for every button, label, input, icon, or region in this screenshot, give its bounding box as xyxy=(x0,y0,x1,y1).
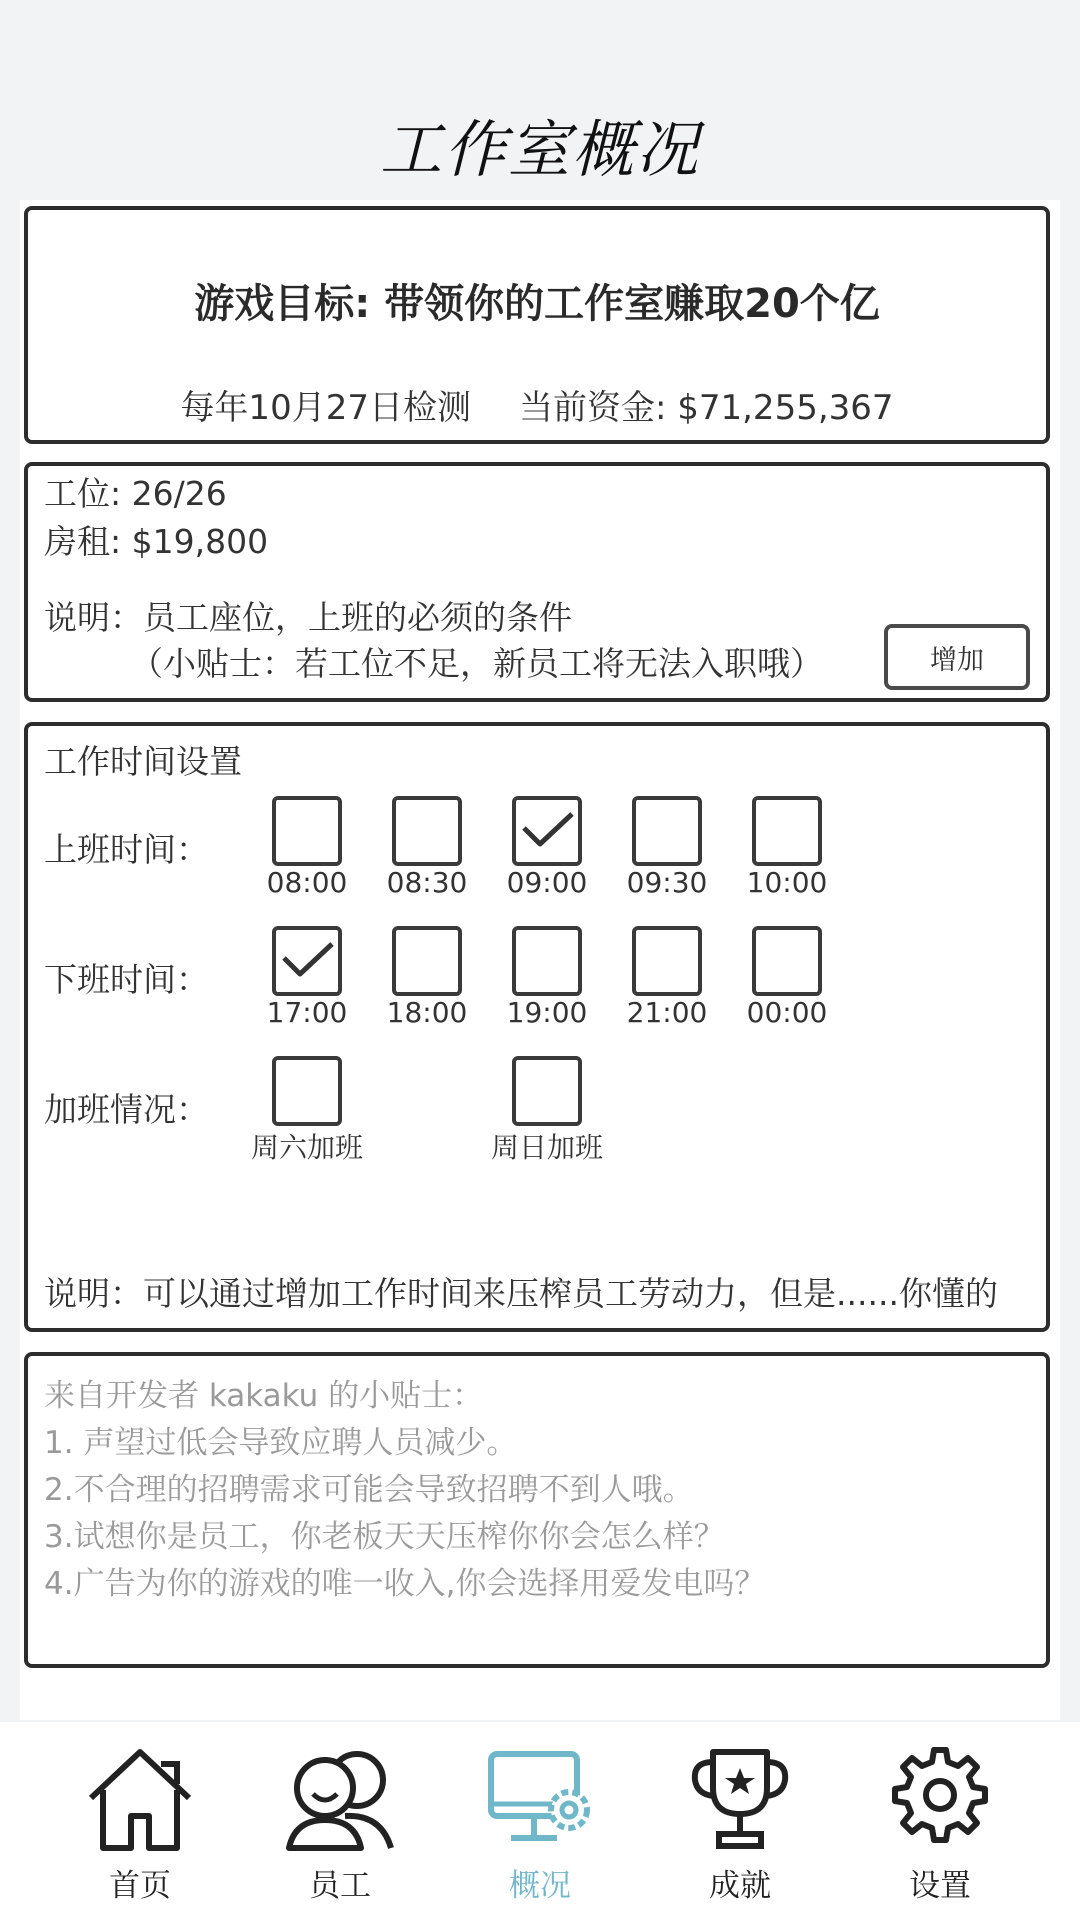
checkbox-label: 周日加班 xyxy=(490,1131,603,1164)
seat-count: 工位: 26/26 xyxy=(44,474,227,513)
worktime-description: 说明：可以通过增加工作时间来压榨员工劳动力，但是......你懂的 xyxy=(44,1274,998,1313)
main-content xyxy=(20,200,1060,1720)
end-time-label: 下班时间： xyxy=(44,960,209,999)
tip-line: 4.广告为你的游戏的唯一收入,你会选择用爱发电吗？ xyxy=(44,1566,766,1602)
checkbox-label: 10:00 xyxy=(746,866,828,899)
gear-icon xyxy=(885,1744,995,1854)
home-icon xyxy=(85,1744,195,1854)
checkbox-label: 09:30 xyxy=(626,866,708,899)
checkbox-label: 21:00 xyxy=(626,996,708,1029)
checkbox[interactable] xyxy=(752,926,822,996)
checkbox-label: 周六加班 xyxy=(250,1131,363,1164)
nav-label: 设置 xyxy=(909,1868,971,1904)
checkbox[interactable] xyxy=(272,1056,342,1126)
tip-line: 2.不合理的招聘需求可能会导致招聘不到人哦。 xyxy=(44,1472,694,1508)
checkbox-label: 18:00 xyxy=(386,996,468,1029)
rent: 房租: $19,800 xyxy=(44,522,269,561)
tip-line: 3.试想你是员工，你老板天天压榨你你会怎么样？ xyxy=(44,1519,725,1555)
checkbox[interactable] xyxy=(632,796,702,866)
nav-label: 概况 xyxy=(509,1868,571,1904)
tip-line: 1. 声望过低会导致应聘人员减少。 xyxy=(44,1425,518,1461)
goal-status xyxy=(28,380,1046,429)
goal-card xyxy=(24,206,1050,444)
nav-item-achievements[interactable] xyxy=(660,1722,820,1920)
seats-description: 说明：员工座位，上班的必须的条件 xyxy=(44,598,572,637)
checkbox-label: 00:00 xyxy=(746,996,828,1029)
current-funds: 当前资金: $71,255,367 xyxy=(518,388,894,428)
nav-item-overview[interactable] xyxy=(460,1722,620,1920)
checkbox-label: 19:00 xyxy=(506,996,588,1029)
bottom-nav xyxy=(0,1722,1080,1920)
checkmark-icon xyxy=(520,808,576,852)
checkbox[interactable] xyxy=(272,796,342,866)
checkbox[interactable] xyxy=(392,796,462,866)
checkbox-label: 08:00 xyxy=(266,866,348,899)
nav-label: 成就 xyxy=(709,1868,771,1904)
checkbox[interactable] xyxy=(752,796,822,866)
checkbox[interactable] xyxy=(512,926,582,996)
checkbox[interactable] xyxy=(392,926,462,996)
people-icon xyxy=(285,1744,395,1854)
trophy-icon xyxy=(685,1744,795,1854)
nav-item-staff[interactable] xyxy=(260,1722,420,1920)
checkbox[interactable] xyxy=(632,926,702,996)
checkbox-label: 09:00 xyxy=(506,866,588,899)
tips-heading: 来自开发者 kakaku 的小贴士： xyxy=(44,1378,484,1414)
nav-label: 首页 xyxy=(109,1868,171,1904)
worktime-card xyxy=(24,722,1050,1332)
developer-tips-card xyxy=(24,1352,1050,1668)
monitor-gear-icon xyxy=(485,1744,595,1854)
checkbox[interactable] xyxy=(512,1056,582,1126)
nav-item-home[interactable] xyxy=(60,1722,220,1920)
add-seat-button[interactable]: 增加 xyxy=(884,624,1030,690)
goal-title: 游戏目标: 带领你的工作室赚取20个亿 xyxy=(194,281,880,327)
checkbox[interactable] xyxy=(512,796,582,866)
worktime-title: 工作时间设置 xyxy=(44,742,242,781)
checkmark-icon xyxy=(280,938,336,982)
nav-item-settings[interactable] xyxy=(860,1722,1020,1920)
nav-label: 员工 xyxy=(309,1868,371,1904)
checkbox-label: 17:00 xyxy=(266,996,348,1029)
start-time-label: 上班时间： xyxy=(44,830,209,869)
checkbox-label: 08:30 xyxy=(386,866,468,899)
checkbox[interactable] xyxy=(272,926,342,996)
overtime-label: 加班情况： xyxy=(44,1090,209,1129)
seats-tip: （小贴士：若工位不足，新员工将无法入职哦） xyxy=(130,644,823,683)
check-date: 每年10月27日检测 xyxy=(180,388,471,428)
page-title: 工作室概况 xyxy=(379,113,700,186)
seats-card xyxy=(24,462,1050,702)
